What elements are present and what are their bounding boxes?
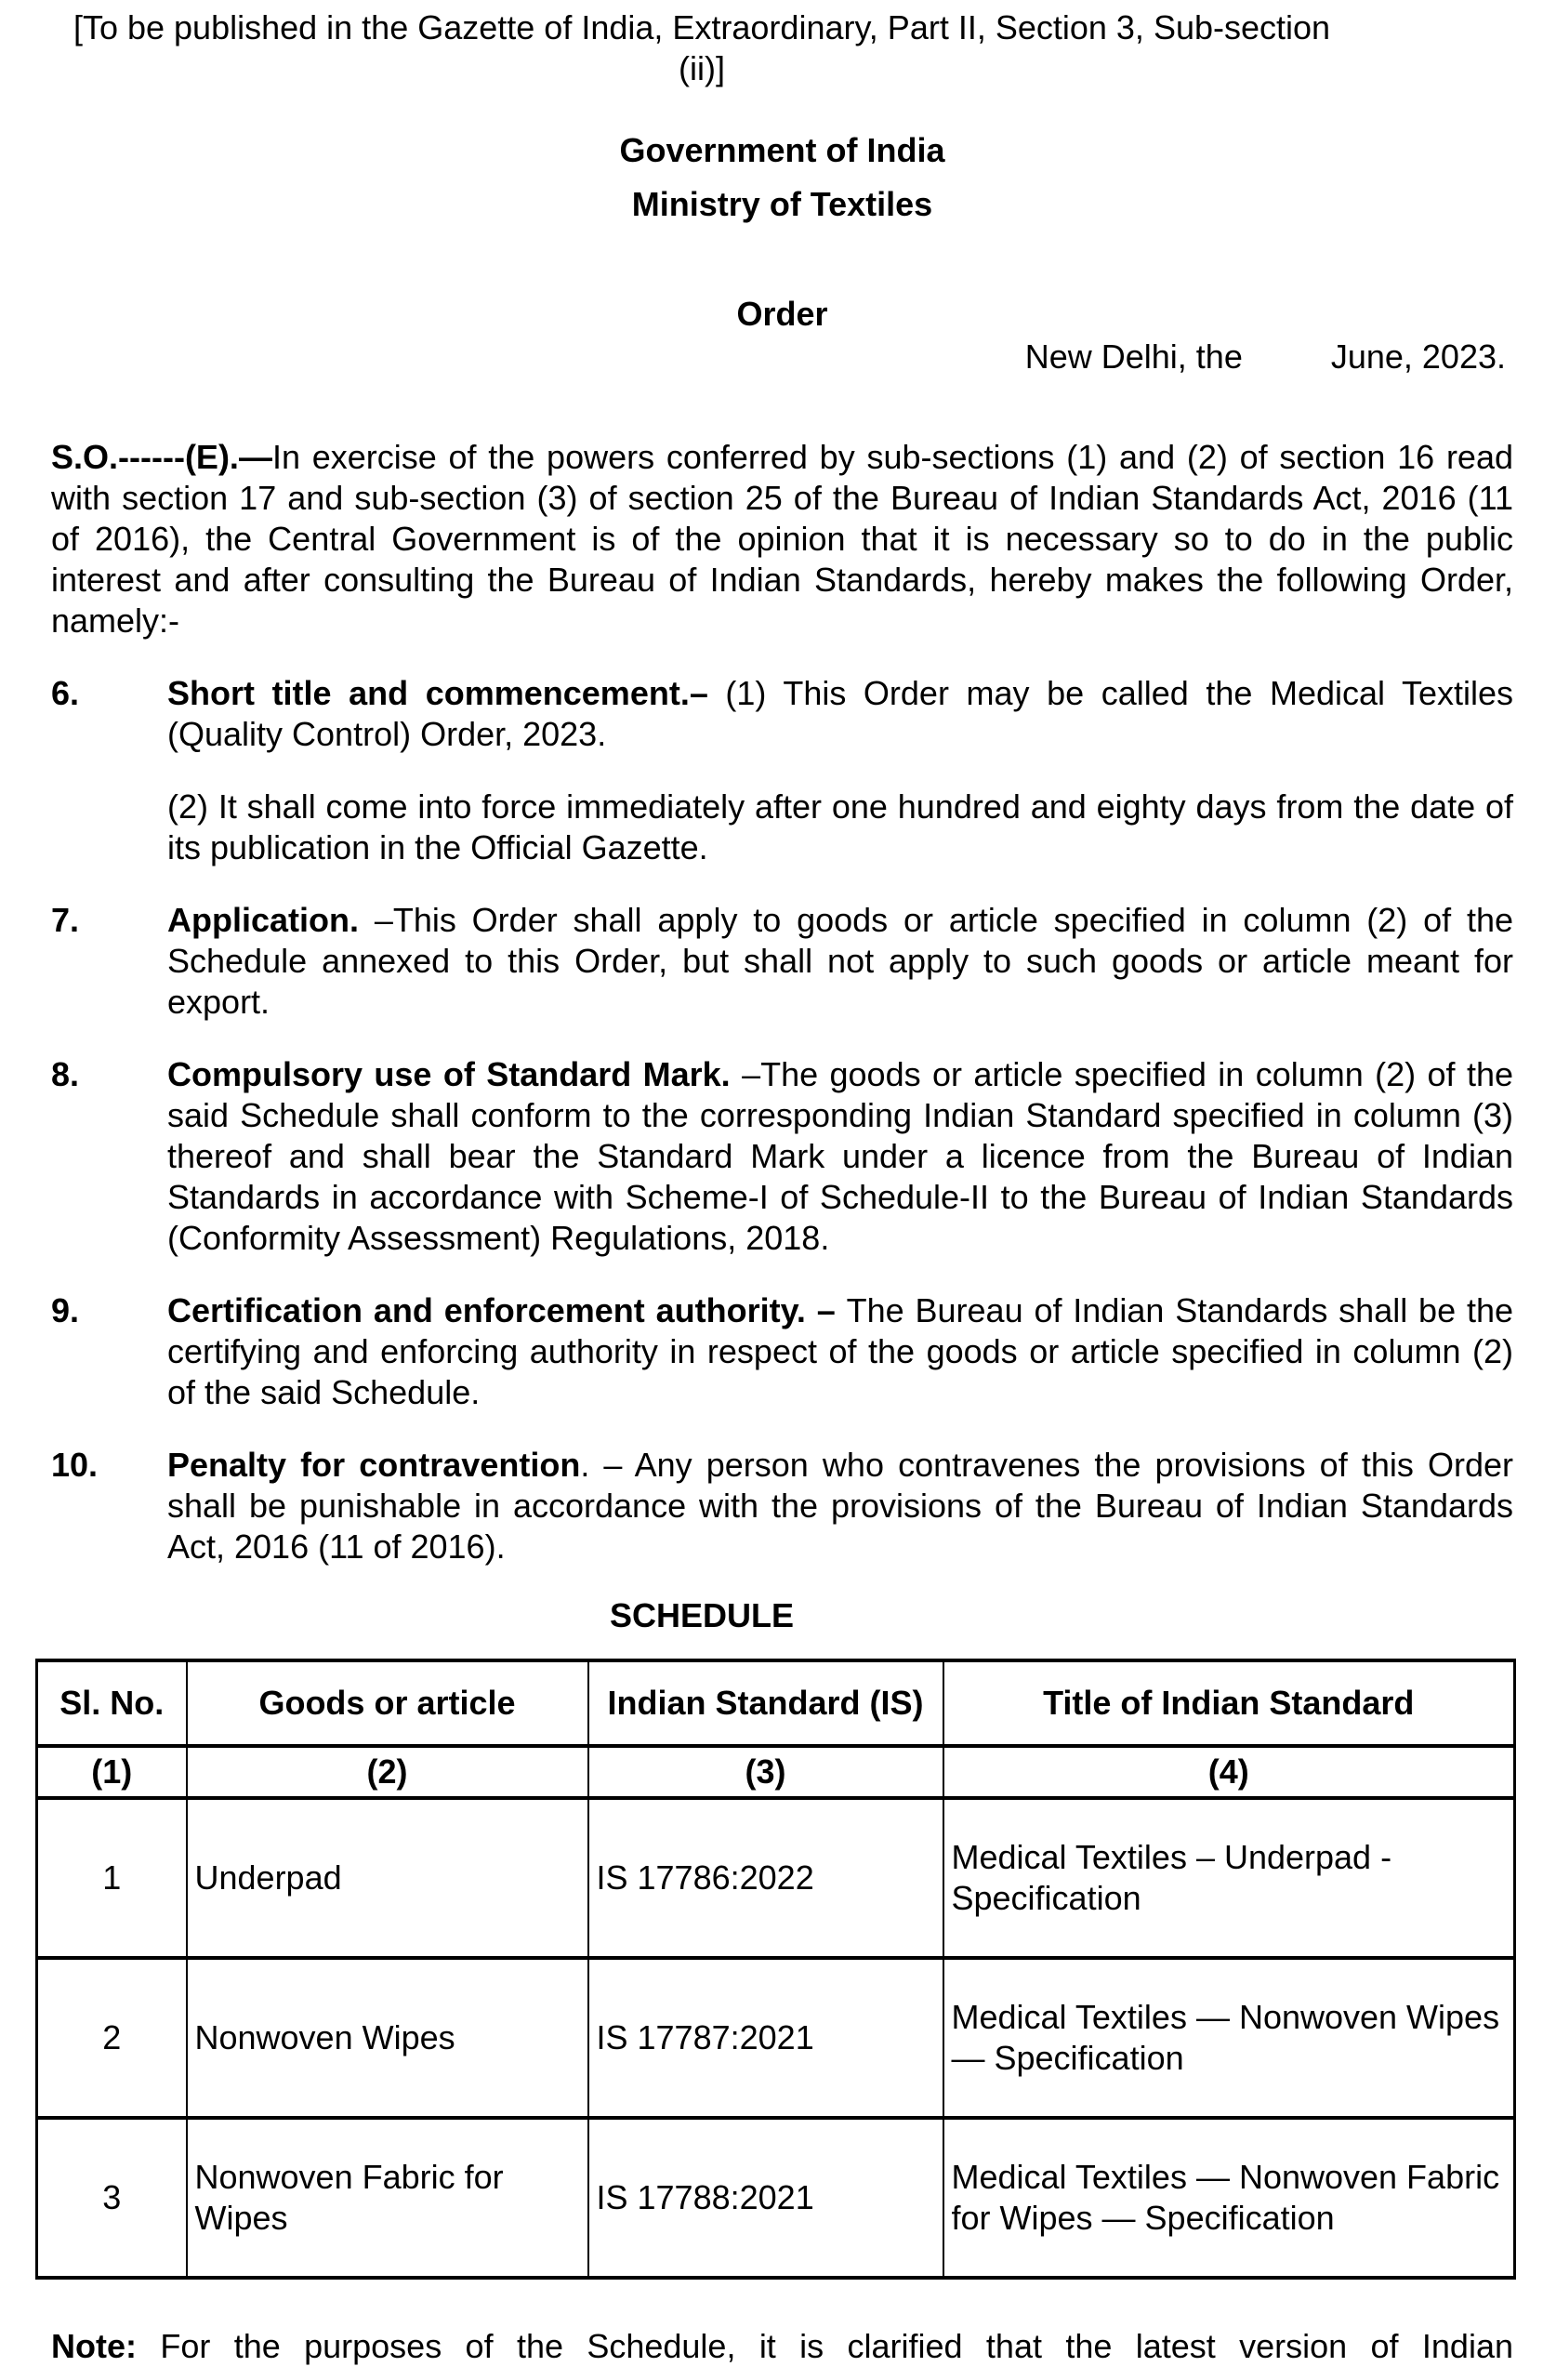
schedule-colnum-2: (2)	[187, 1746, 588, 1798]
schedule-header-title-of-indian-standard: Title of Indian Standard	[943, 1660, 1515, 1746]
clause-9-title: Certification and enforcement authority. –	[167, 1291, 847, 1329]
schedule-row-1-title: Medical Textiles – Underpad - Specification	[943, 1798, 1515, 1958]
clause-6-subclause-text: (2) It shall come into force immediately after one hundred and eighty days from the date of its publication in the Official Gazette.	[167, 787, 1513, 866]
clause-10-title: Penalty for contravention	[167, 1446, 581, 1484]
schedule-row-1-standard: IS 17786:2022	[588, 1798, 943, 1958]
gazette-publication-note	[51, 7, 1352, 89]
schedule-row-2	[37, 1958, 1515, 2118]
schedule-row-3-goods: Nonwoven Fabric for Wipes	[187, 2118, 588, 2278]
schedule-row-2-sl-no: 2	[37, 1958, 187, 2118]
clause-7-body: –This Order shall apply to goods or article specified in column (2) of the Schedule annexed to this Order, but shall not apply to such goods or article meant for export.	[167, 901, 1513, 1021]
schedule-row-3-standard: IS 17788:2021	[588, 2118, 943, 2278]
clause-9-number: 9.	[51, 1291, 80, 1329]
schedule-note-label: Note:	[51, 2327, 137, 2365]
ministry-heading: Ministry of Textiles	[631, 185, 933, 223]
schedule-row-2-title: Medical Textiles — Nonwoven Wipes — Specification	[943, 1958, 1515, 2118]
preamble-text: In exercise of the powers conferred by sub-sections (1) and (2) of section 16 read with section 17 and sub-section (3) of section 25 of the Bureau of Indian Standards Act, 2016 (11 of 2016), the Central Government is of the opinion that it is necessary so to do in the public interest and after consulting the Bureau of Indian Standards, hereby makes the following Order, namely:-	[51, 438, 1513, 640]
schedule-row-2-goods: Nonwoven Wipes	[187, 1958, 588, 2118]
clause-8-title: Compulsory use of Standard Mark.	[167, 1055, 743, 1093]
gazette-publication-note-line2: (ii)]	[679, 49, 725, 87]
schedule-header-goods-or-article: Goods or article	[187, 1660, 588, 1746]
clause-6-title: Short title and commencement.–	[167, 674, 708, 712]
schedule-column-number-row	[37, 1746, 1515, 1798]
schedule-row-1-sl-no: 1	[37, 1798, 187, 1958]
schedule-table	[35, 1659, 1516, 2280]
clause-6-text	[167, 673, 1513, 755]
dateline-date: June, 2023.	[1330, 337, 1506, 376]
schedule-colnum-4: (4)	[943, 1746, 1515, 1798]
so-number: S.O.------(E).—	[51, 438, 272, 476]
clause-6-subclause-spacer	[51, 787, 167, 868]
clause-7-number: 7.	[51, 901, 80, 939]
schedule-colnum-1: (1)	[37, 1746, 187, 1798]
schedule-colnum-3: (3)	[588, 1746, 943, 1798]
dateline	[51, 337, 1513, 377]
clause-10-text	[167, 1445, 1513, 1567]
clause-8-number: 8.	[51, 1055, 80, 1093]
schedule-header-sl-no: Sl. No.	[37, 1660, 187, 1746]
clause-7-text	[167, 900, 1513, 1023]
clause-9-body: The Bureau of Indian Standards shall be the certifying and enforcing authority in respect of the goods or article specified in column (2) of the said Schedule.	[167, 1291, 1513, 1411]
clause-8	[51, 1054, 1513, 1259]
government-of-india-heading: Government of India	[619, 131, 945, 169]
schedule-row-3	[37, 2118, 1515, 2278]
schedule-header-row	[37, 1660, 1515, 1746]
schedule-heading: SCHEDULE	[609, 1596, 795, 1634]
schedule-row-3-title: Medical Textiles — Nonwoven Fabric for Wipes — Specification	[943, 2118, 1515, 2278]
clause-7	[51, 900, 1513, 1023]
gazette-publication-note-line1: [To be published in the Gazette of India, Extraordinary, Part II, Section 3, Sub-section	[73, 8, 1331, 46]
schedule-header-indian-standard: Indian Standard (IS)	[588, 1660, 943, 1746]
dateline-place: New Delhi, the	[1024, 337, 1243, 376]
schedule-note	[51, 2326, 1513, 2367]
clause-10-body: . – Any person who contravenes the provisions of this Order shall be punishable in accordance with the provisions of the Bureau of Indian Standards Act, 2016 (11 of 2016).	[167, 1446, 1513, 1566]
schedule-row-2-standard: IS 17787:2021	[588, 1958, 943, 2118]
schedule-row-1	[37, 1798, 1515, 1958]
order-heading: Order	[736, 295, 828, 333]
clause-8-body: –The goods or article specified in column (2) of the said Schedule shall conform to the corresponding Indian Standard specified in column (3) thereof and shall bear the Standard Mark under a licence from the Bureau of Indian Standards in accordance with Scheme-I of Schedule-II to the Bureau of Indian Standards (Conformity Assessment) Regulations, 2018.	[167, 1055, 1513, 1257]
clause-10-number: 10.	[51, 1446, 99, 1484]
clause-9	[51, 1290, 1513, 1413]
schedule-row-3-sl-no: 3	[37, 2118, 187, 2278]
clause-6	[51, 673, 1513, 755]
schedule-row-1-goods: Underpad	[187, 1798, 588, 1958]
clause-10	[51, 1445, 1513, 1567]
clause-7-title: Application.	[167, 901, 375, 939]
preamble-paragraph	[51, 437, 1513, 641]
clause-6-body: (1) This Order may be called the Medical Textiles (Quality Control) Order, 2023.	[167, 674, 1513, 753]
schedule-note-text: For the purposes of the Schedule, it is clarified that the latest version of Indian	[137, 2327, 1513, 2365]
clause-6-number: 6.	[51, 674, 80, 712]
clause-9-text	[167, 1290, 1513, 1413]
clause-6-subclause-2	[51, 787, 1513, 868]
clause-8-text	[167, 1054, 1513, 1259]
